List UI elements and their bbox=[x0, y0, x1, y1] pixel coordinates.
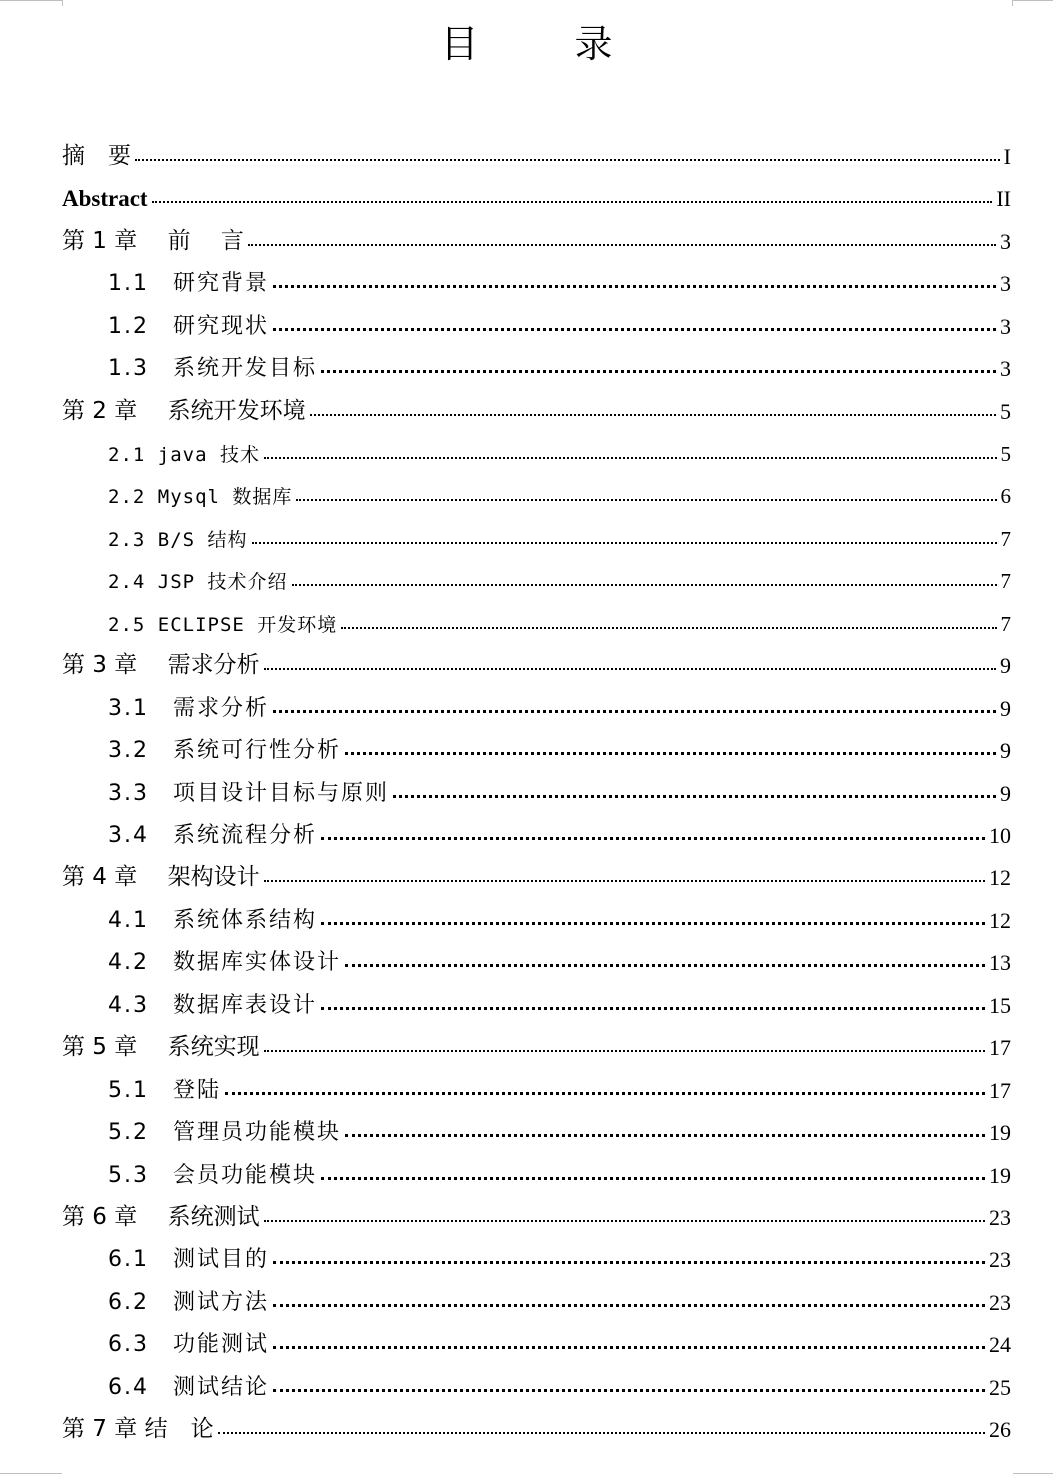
toc-entry-label: 2.5 ECLIPSE 开发环境 bbox=[108, 614, 338, 636]
toc-entry-page-number: 23 bbox=[989, 1290, 1011, 1315]
toc-section-entry[interactable] bbox=[108, 552, 1011, 594]
toc-entry-label: 2.2 Mysql 数据库 bbox=[108, 486, 293, 508]
toc-entry-page-number: 19 bbox=[989, 1163, 1011, 1188]
toc-entry-label: 第 7 章 结 论 bbox=[62, 1416, 214, 1442]
toc-entry-page-number: 23 bbox=[989, 1247, 1011, 1272]
toc-dot-leader bbox=[292, 584, 997, 586]
toc-dot-leader bbox=[321, 837, 985, 840]
toc-dot-leader bbox=[152, 201, 993, 203]
toc-entry-label: 3.2 系统可行性分析 bbox=[108, 738, 341, 763]
toc-dot-leader bbox=[218, 1432, 985, 1434]
toc-dot-leader bbox=[225, 1092, 985, 1095]
toc-entry-label: 2.4 JSP 技术介绍 bbox=[108, 571, 288, 593]
toc-entry-label: 6.3 功能测试 bbox=[108, 1332, 269, 1357]
toc-chapter-entry[interactable] bbox=[62, 213, 1011, 255]
toc-section-entry[interactable] bbox=[108, 1316, 1011, 1358]
page-corner-mark-top-left bbox=[0, 0, 62, 1]
toc-chapter-entry[interactable] bbox=[62, 637, 1011, 679]
toc-entry-label: 6.2 测试方法 bbox=[108, 1290, 269, 1315]
toc-entry-label: 5.2 管理员功能模块 bbox=[108, 1120, 341, 1145]
toc-entry-page-number: II bbox=[996, 186, 1011, 211]
toc-section-entry[interactable] bbox=[108, 1104, 1011, 1146]
toc-dot-leader bbox=[273, 1346, 985, 1349]
page-corner-mark-top-right-v bbox=[1012, 0, 1013, 6]
toc-dot-leader bbox=[321, 922, 985, 925]
toc-entry-page-number: 10 bbox=[989, 823, 1011, 848]
toc-entry-page-number: 12 bbox=[989, 865, 1011, 890]
toc-entry-page-number: I bbox=[1003, 144, 1011, 169]
toc-entry-page-number: 23 bbox=[989, 1205, 1011, 1230]
toc-entry-page-number: 6 bbox=[1000, 484, 1011, 508]
toc-dot-leader bbox=[252, 542, 997, 544]
toc-entry-page-number: 13 bbox=[989, 950, 1011, 975]
toc-chapter-entry[interactable] bbox=[62, 383, 1011, 425]
toc-chapter-entry[interactable] bbox=[62, 128, 1011, 170]
toc-chapter-entry[interactable] bbox=[62, 849, 1011, 891]
toc-dot-leader bbox=[273, 285, 996, 288]
toc-entry-page-number: 7 bbox=[1000, 527, 1011, 551]
toc-entry-label: 第 4 章 架构设计 bbox=[62, 864, 260, 890]
toc-dot-leader bbox=[321, 370, 996, 373]
toc-entry-page-number: 3 bbox=[1000, 229, 1011, 254]
toc-entry-label: 2.3 B/S 结构 bbox=[108, 529, 248, 551]
toc-entry-page-number: 12 bbox=[989, 908, 1011, 933]
toc-entry-label: 4.2 数据库实体设计 bbox=[108, 950, 341, 975]
toc-dot-leader bbox=[273, 1389, 985, 1392]
toc-dot-leader bbox=[264, 1220, 985, 1222]
toc-section-entry[interactable] bbox=[108, 595, 1011, 637]
toc-entry-page-number: 17 bbox=[989, 1035, 1011, 1060]
toc-entry-page-number: 5 bbox=[1000, 399, 1011, 424]
toc-entry-page-number: 15 bbox=[989, 993, 1011, 1018]
toc-chapter-entry[interactable] bbox=[62, 1019, 1011, 1061]
toc-entry-page-number: 5 bbox=[1000, 442, 1011, 466]
toc-dot-leader bbox=[341, 627, 996, 629]
toc-section-entry[interactable] bbox=[108, 1359, 1011, 1401]
toc-entry-page-number: 3 bbox=[1000, 271, 1011, 296]
toc-dot-leader bbox=[296, 499, 996, 501]
toc-section-entry[interactable] bbox=[108, 340, 1011, 382]
toc-entry-page-number: 7 bbox=[1000, 612, 1011, 636]
toc-dot-leader bbox=[321, 1177, 985, 1180]
toc-section-entry[interactable] bbox=[108, 1062, 1011, 1104]
toc-entry-label: 1.2 研究现状 bbox=[108, 314, 269, 339]
toc-entry-page-number: 9 bbox=[1000, 738, 1011, 763]
toc-section-entry[interactable] bbox=[108, 425, 1011, 467]
page-corner-mark-top-left-v bbox=[62, 0, 63, 6]
toc-dot-leader bbox=[273, 1261, 985, 1264]
toc-dot-leader bbox=[310, 414, 996, 416]
toc-section-entry[interactable] bbox=[108, 934, 1011, 976]
toc-entry-page-number: 3 bbox=[1000, 314, 1011, 339]
toc-chapter-entry[interactable] bbox=[62, 1401, 1011, 1443]
toc-entry-label: 摘 要 bbox=[62, 143, 131, 169]
toc-section-entry[interactable] bbox=[108, 510, 1011, 552]
toc-entry-label: 第 6 章 系统测试 bbox=[62, 1204, 260, 1230]
toc-entry-page-number: 7 bbox=[1000, 569, 1011, 593]
toc-entry-label: 2.1 java 技术 bbox=[108, 444, 260, 466]
toc-entry-label: 1.1 研究背景 bbox=[108, 271, 269, 296]
toc-entry-label: 6.1 测试目的 bbox=[108, 1247, 269, 1272]
toc-entry-label: 3.3 项目设计目标与原则 bbox=[108, 781, 389, 806]
toc-entry-label: 3.4 系统流程分析 bbox=[108, 823, 317, 848]
toc-entry-label: 5.3 会员功能模块 bbox=[108, 1163, 317, 1188]
page-corner-mark-bottom-left bbox=[0, 1473, 62, 1474]
toc-dot-leader bbox=[248, 244, 996, 246]
toc-dot-leader bbox=[273, 328, 996, 331]
toc-dot-leader bbox=[264, 880, 985, 882]
toc-entry-label: 5.1 登陆 bbox=[108, 1078, 221, 1103]
toc-section-entry[interactable] bbox=[108, 1274, 1011, 1316]
toc-section-entry[interactable] bbox=[108, 722, 1011, 764]
toc-dot-leader bbox=[273, 710, 996, 713]
toc-section-entry[interactable] bbox=[108, 807, 1011, 849]
toc-dot-leader bbox=[345, 752, 996, 755]
toc-section-entry[interactable] bbox=[108, 467, 1011, 509]
toc-dot-leader bbox=[135, 159, 1000, 161]
toc-entry-page-number: 9 bbox=[1000, 653, 1011, 678]
toc-dot-leader bbox=[273, 1304, 985, 1307]
toc-dot-leader bbox=[321, 1007, 985, 1010]
toc-section-entry[interactable] bbox=[108, 892, 1011, 934]
toc-entry-label: 6.4 测试结论 bbox=[108, 1375, 269, 1400]
toc-entry-page-number: 3 bbox=[1000, 356, 1011, 381]
toc-entry-label: 第 1 章 前 言 bbox=[62, 228, 244, 254]
toc-entry-label: 第 3 章 需求分析 bbox=[62, 652, 260, 678]
toc-dot-leader bbox=[264, 1050, 985, 1052]
toc-entry-label: 3.1 需求分析 bbox=[108, 696, 269, 721]
toc-chapter-entry[interactable] bbox=[62, 170, 1011, 212]
toc-entry-page-number: 25 bbox=[989, 1375, 1011, 1400]
toc-entry-label: 第 5 章 系统实现 bbox=[62, 1034, 260, 1060]
page-corner-mark-bottom-right bbox=[1013, 1473, 1053, 1474]
toc-entry-label: 4.3 数据库表设计 bbox=[108, 993, 317, 1018]
toc-title: 目录 bbox=[440, 22, 709, 66]
toc-entry-label: 第 2 章 系统开发环境 bbox=[62, 398, 306, 424]
toc-entry-page-number: 9 bbox=[1000, 781, 1011, 806]
toc-entry-label: 4.1 系统体系结构 bbox=[108, 908, 317, 933]
toc-entry-label: 1.3 系统开发目标 bbox=[108, 356, 317, 381]
toc-dot-leader bbox=[264, 457, 997, 459]
toc-entry-page-number: 9 bbox=[1000, 696, 1011, 721]
toc-section-entry[interactable] bbox=[108, 255, 1011, 297]
toc-section-entry[interactable] bbox=[108, 765, 1011, 807]
toc-dot-leader bbox=[345, 1134, 985, 1137]
toc-dot-leader bbox=[345, 964, 985, 967]
toc-section-entry[interactable] bbox=[108, 1147, 1011, 1189]
toc-dot-leader bbox=[264, 668, 996, 670]
toc-entry-label: Abstract bbox=[62, 186, 148, 211]
toc-section-entry[interactable] bbox=[108, 680, 1011, 722]
page-corner-mark-top-right bbox=[1013, 0, 1053, 1]
toc-dot-leader bbox=[393, 795, 996, 798]
toc-entry-page-number: 17 bbox=[989, 1078, 1011, 1103]
toc-entry-page-number: 24 bbox=[989, 1332, 1011, 1357]
toc-entry-page-number: 26 bbox=[989, 1417, 1011, 1442]
toc-entry-page-number: 19 bbox=[989, 1120, 1011, 1145]
toc-chapter-entry[interactable] bbox=[62, 1189, 1011, 1231]
toc-section-entry[interactable] bbox=[108, 1231, 1011, 1273]
toc-section-entry[interactable] bbox=[108, 298, 1011, 340]
toc-section-entry[interactable] bbox=[108, 977, 1011, 1019]
